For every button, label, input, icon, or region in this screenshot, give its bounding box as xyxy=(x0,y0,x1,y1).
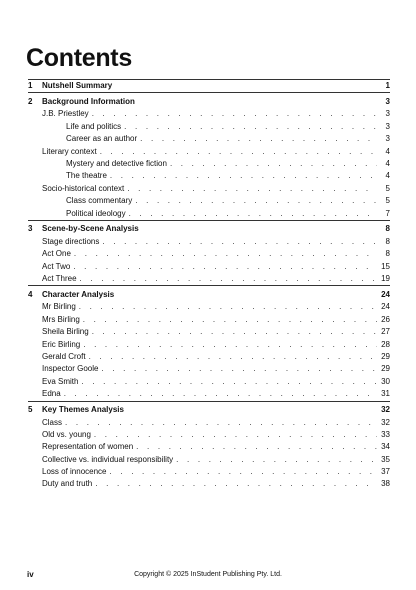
toc-section-number: 1 xyxy=(28,81,33,90)
toc-page-number: 19 xyxy=(381,274,390,284)
toc-page-number: 7 xyxy=(385,208,390,218)
toc-dot-leader xyxy=(135,195,377,207)
toc-entry-line xyxy=(42,351,390,363)
toc-entry[interactable] xyxy=(28,441,390,453)
toc-entry[interactable] xyxy=(28,326,390,338)
toc-entry[interactable] xyxy=(28,108,390,120)
toc-dot-leader xyxy=(170,158,377,170)
toc-page-number: 3 xyxy=(385,134,390,144)
toc-page-number: 15 xyxy=(381,261,390,271)
toc-section-number: 2 xyxy=(28,96,33,106)
toc-section[interactable] xyxy=(28,223,390,235)
toc-entry-title: Loss of innocence xyxy=(42,467,107,477)
toc-entry-line xyxy=(42,183,390,195)
toc-dot-leader xyxy=(117,289,377,301)
toc-entry-title: Eric Birling xyxy=(42,339,81,349)
toc-entry-title: Background Information xyxy=(42,96,135,106)
toc-entry-title: Career as an author xyxy=(66,134,138,144)
toc-dot-leader xyxy=(142,223,377,235)
toc-page-number: 24 xyxy=(381,290,390,300)
toc-entry[interactable] xyxy=(28,376,390,388)
toc-dot-leader xyxy=(176,454,377,466)
toc-entry-line xyxy=(66,208,390,220)
toc-entry[interactable] xyxy=(28,363,390,375)
toc-entry-line xyxy=(42,223,390,235)
toc-entry[interactable] xyxy=(28,273,390,285)
toc-page-number: 35 xyxy=(381,454,390,464)
toc-entry-title: Gerald Croft xyxy=(42,351,86,361)
toc-page-number: 28 xyxy=(381,339,390,349)
toc-dot-leader xyxy=(101,363,377,375)
toc-page-number: 27 xyxy=(381,327,390,337)
toc-page-number: 37 xyxy=(381,467,390,477)
toc-entry-line xyxy=(42,273,390,285)
toc-entry-line xyxy=(42,454,390,466)
toc-entry-title: Life and politics xyxy=(66,121,122,131)
toc-dot-leader xyxy=(94,429,377,441)
toc-entry-line xyxy=(42,404,390,416)
toc-dot-leader xyxy=(79,301,377,313)
toc-dot-leader xyxy=(115,80,377,92)
toc-dot-leader xyxy=(65,417,377,429)
table-of-contents xyxy=(28,79,390,491)
toc-entry-line xyxy=(42,478,390,490)
toc-dot-leader xyxy=(64,388,377,400)
toc-entry-title: Class xyxy=(42,417,63,427)
toc-entry-line xyxy=(66,158,390,170)
toc-page-number: 34 xyxy=(381,442,390,452)
section-divider xyxy=(28,220,390,221)
toc-entry-line xyxy=(42,417,390,429)
toc-dot-leader xyxy=(95,478,377,490)
toc-entry[interactable] xyxy=(28,388,390,400)
toc-entry-title: Mrs Birling xyxy=(42,314,80,324)
toc-entry-line xyxy=(42,248,390,260)
toc-section[interactable] xyxy=(28,80,390,92)
section-divider xyxy=(28,92,390,93)
toc-dot-leader xyxy=(138,96,377,108)
toc-dot-leader xyxy=(83,339,377,351)
page-footer xyxy=(27,570,389,580)
toc-page-number: 8 xyxy=(385,249,390,259)
toc-entry-line xyxy=(42,80,390,92)
toc-entry[interactable] xyxy=(28,146,390,158)
toc-entry-title: Class commentary xyxy=(66,196,133,206)
toc-entry[interactable] xyxy=(28,133,390,145)
toc-entry-title: Collective vs. individual responsibility xyxy=(42,454,174,464)
toc-entry-line xyxy=(42,466,390,478)
toc-section-number: 5 xyxy=(28,405,33,415)
toc-dot-leader xyxy=(92,326,377,338)
toc-entry[interactable] xyxy=(28,301,390,313)
toc-section[interactable] xyxy=(28,404,390,416)
toc-entry[interactable] xyxy=(28,466,390,478)
toc-page-number: 5 xyxy=(385,183,390,193)
toc-dot-leader xyxy=(100,146,377,158)
toc-entry-line xyxy=(66,121,390,133)
toc-dot-leader xyxy=(127,183,377,195)
section-divider xyxy=(28,401,390,402)
toc-entry-title: Sheila Birling xyxy=(42,327,89,337)
toc-entry-title: Mr Birling xyxy=(42,302,76,312)
toc-entry-title: Mystery and detective fiction xyxy=(66,158,167,168)
toc-page-number: 38 xyxy=(381,479,390,489)
toc-section[interactable] xyxy=(28,289,390,301)
toc-page-number: 29 xyxy=(381,364,390,374)
toc-entry-line xyxy=(42,388,390,400)
toc-entry-title: Key Themes Analysis xyxy=(42,405,124,415)
toc-entry-title: Political ideology xyxy=(66,208,126,218)
toc-entry[interactable] xyxy=(28,351,390,363)
page-title: Contents xyxy=(26,44,132,72)
toc-entry-title: J.B. Priestley xyxy=(42,109,89,119)
toc-dot-leader xyxy=(127,404,377,416)
toc-dot-leader xyxy=(110,466,378,478)
toc-entry-title: Act Two xyxy=(42,261,71,271)
toc-entry-title: Inspector Goole xyxy=(42,364,99,374)
toc-page-number: 3 xyxy=(385,121,390,131)
toc-entry-title: Act One xyxy=(42,249,71,259)
toc-page-number: 26 xyxy=(381,314,390,324)
toc-page-number: 1 xyxy=(385,81,390,90)
toc-entry-line xyxy=(42,236,390,248)
toc-page-number: 8 xyxy=(385,224,390,234)
toc-page-number: 5 xyxy=(385,196,390,206)
toc-entry-line xyxy=(42,108,390,120)
toc-page-number: 33 xyxy=(381,429,390,439)
toc-entry[interactable] xyxy=(28,158,390,170)
toc-entry-title: The theatre xyxy=(66,171,107,181)
toc-page-number: 3 xyxy=(385,109,390,119)
toc-entry-title: Nutshell Summary xyxy=(42,81,113,90)
toc-entry[interactable] xyxy=(28,478,390,490)
toc-entry[interactable] xyxy=(28,208,390,220)
toc-entry[interactable] xyxy=(28,183,390,195)
toc-page-number: 29 xyxy=(381,351,390,361)
toc-entry-title: Stage directions xyxy=(42,236,100,246)
toc-entry-title: Eva Smith xyxy=(42,376,79,386)
toc-entry-line xyxy=(42,441,390,453)
toc-page-number: 3 xyxy=(385,96,390,106)
toc-page-number: 4 xyxy=(385,171,390,181)
toc-entry[interactable] xyxy=(28,195,390,207)
toc-page-number: 31 xyxy=(381,389,390,399)
toc-dot-leader xyxy=(83,314,377,326)
toc-page-number: 4 xyxy=(385,158,390,168)
toc-entry-line xyxy=(42,429,390,441)
toc-entry[interactable] xyxy=(28,121,390,133)
toc-entry-line xyxy=(42,96,390,108)
toc-section[interactable] xyxy=(28,96,390,108)
toc-dot-leader xyxy=(102,236,377,248)
toc-entry-line xyxy=(42,314,390,326)
toc-dot-leader xyxy=(140,133,377,145)
toc-entry[interactable] xyxy=(28,314,390,326)
toc-dot-leader xyxy=(80,273,377,285)
toc-entry[interactable] xyxy=(28,236,390,248)
toc-dot-leader xyxy=(73,261,377,273)
toc-entry[interactable] xyxy=(28,429,390,441)
toc-dot-leader xyxy=(81,376,377,388)
toc-entry[interactable] xyxy=(28,339,390,351)
toc-entry-title: Literary context xyxy=(42,146,97,156)
toc-entry-title: Act Three xyxy=(42,274,77,284)
toc-page-number: 8 xyxy=(385,236,390,246)
toc-entry[interactable] xyxy=(28,170,390,182)
section-divider xyxy=(28,285,390,286)
toc-section-number: 3 xyxy=(28,224,33,234)
toc-entry-line xyxy=(42,146,390,158)
toc-page-number: 4 xyxy=(385,146,390,156)
toc-dot-leader xyxy=(136,441,377,453)
toc-entry-line xyxy=(42,339,390,351)
toc-entry-title: Character Analysis xyxy=(42,290,115,300)
toc-entry[interactable] xyxy=(28,417,390,429)
toc-section-number: 4 xyxy=(28,290,33,300)
toc-entry-line xyxy=(42,376,390,388)
toc-entry-title: Socio-historical context xyxy=(42,183,125,193)
toc-entry-title: Scene-by-Scene Analysis xyxy=(42,224,139,234)
toc-dot-leader xyxy=(92,108,377,120)
toc-entry-line xyxy=(42,261,390,273)
toc-entry-line xyxy=(42,289,390,301)
toc-dot-leader xyxy=(89,351,377,363)
toc-dot-leader xyxy=(129,208,377,220)
copyright-notice: Copyright © 2025 InStudent Publishing Pty. Ltd. xyxy=(134,571,282,578)
toc-entry-title: Old vs. young xyxy=(42,429,91,439)
toc-entry-title: Representation of women xyxy=(42,442,134,452)
toc-dot-leader xyxy=(74,248,377,260)
toc-dot-leader xyxy=(110,170,377,182)
page-folio: iv xyxy=(27,570,34,579)
toc-entry-title: Duty and truth xyxy=(42,479,93,489)
toc-entry-line xyxy=(66,133,390,145)
toc-page-number: 32 xyxy=(381,417,390,427)
toc-entry[interactable] xyxy=(28,454,390,466)
toc-entry[interactable] xyxy=(28,261,390,273)
toc-entry[interactable] xyxy=(28,248,390,260)
toc-entry-line xyxy=(42,363,390,375)
toc-page-number: 32 xyxy=(381,405,390,415)
toc-entry-line xyxy=(66,170,390,182)
toc-dot-leader xyxy=(124,121,377,133)
toc-entry-line xyxy=(42,301,390,313)
toc-entry-title: Edna xyxy=(42,389,61,399)
toc-entry-line xyxy=(42,326,390,338)
toc-page-number: 24 xyxy=(381,302,390,312)
toc-entry-line xyxy=(66,195,390,207)
toc-page-number: 30 xyxy=(381,376,390,386)
